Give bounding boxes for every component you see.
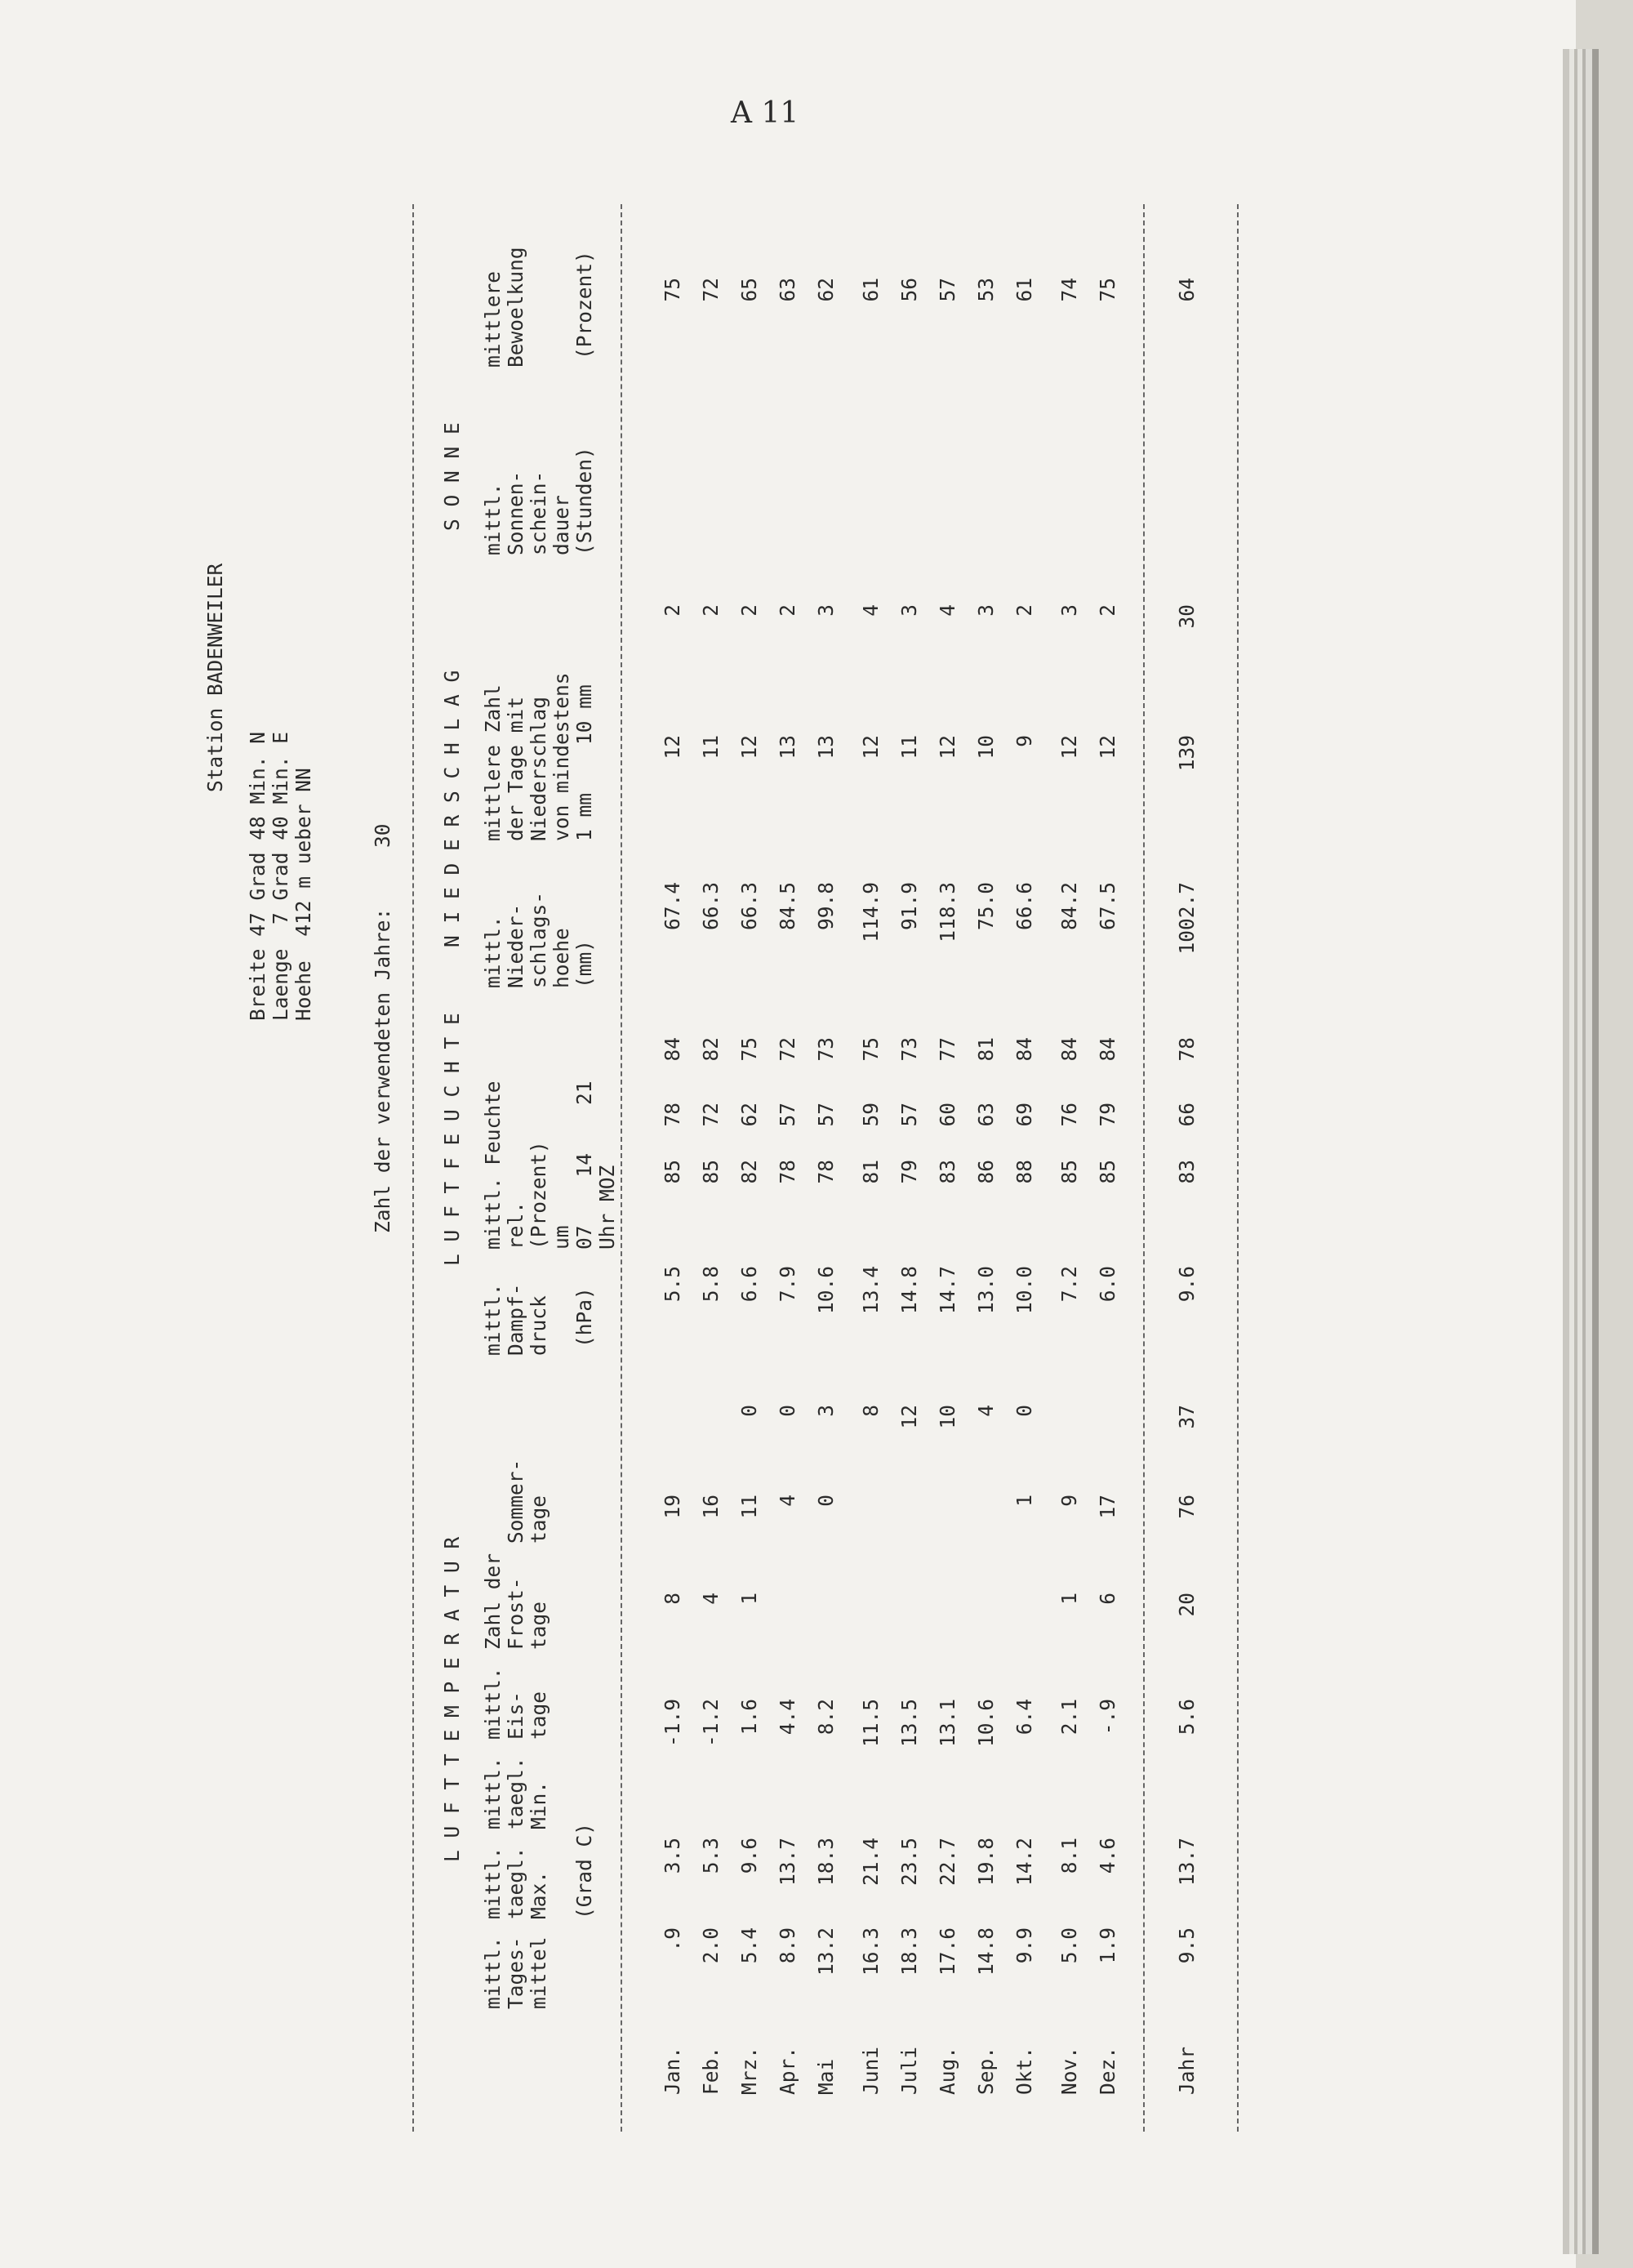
- header-unit-hpa: (hPa): [572, 1287, 596, 1348]
- row-11-wolken: 75: [1096, 278, 1119, 302]
- header-tagesmittel-line-1: Tages-: [504, 1936, 527, 2009]
- row-5-month: Juni: [859, 2046, 883, 2095]
- row-8-rf14: 63: [974, 1103, 998, 1127]
- row-10-min: 2.1: [1057, 1699, 1081, 1736]
- header-zahl-frost-line-1: Frost-: [504, 1577, 527, 1650]
- row-1-frost: 16: [699, 1495, 723, 1519]
- header-niederschlagshoehe-line-2: schlags-: [527, 891, 550, 988]
- row-8-n1: 10: [974, 735, 998, 760]
- header-rel-feuchte-line-4: 07 14 21: [572, 1081, 596, 1250]
- header-max-line-1: taegl.: [504, 1847, 527, 1919]
- station-title: Station BADENWEILER: [203, 563, 227, 792]
- row-2-eis: 1: [737, 1593, 761, 1605]
- header-niederschlagstage-line-1: der Tage mit: [504, 696, 527, 841]
- header-niederschlagshoehe-line-1: Nieder-: [504, 903, 527, 988]
- row-10-eis: 1: [1057, 1593, 1081, 1605]
- year-mittel: 9.5: [1175, 1927, 1199, 1964]
- row-1-wolken: 72: [699, 278, 723, 302]
- row-1-mittel: 2.0: [699, 1927, 723, 1964]
- row-0-dampf: 5.5: [661, 1266, 684, 1303]
- year-wolken: 64: [1175, 278, 1199, 302]
- row-8-dampf: 13.0: [974, 1266, 998, 1315]
- row-8-mittel: 14.8: [974, 1927, 998, 1976]
- header-eistage-line-2: tage: [527, 1691, 550, 1740]
- header-niederschlagstage-line-0: mittlere Zahl: [481, 684, 505, 841]
- row-2-frost: 11: [737, 1495, 761, 1519]
- year-rf07: 83: [1175, 1160, 1199, 1184]
- header-niederschlagstage-line-4: 1 mm 10 mm: [572, 684, 596, 841]
- row-5-sommer: 8: [859, 1405, 883, 1417]
- row-9-rf07: 88: [1012, 1160, 1036, 1184]
- header-max-line-0: mittl.: [481, 1847, 505, 1919]
- row-0-wolken: 75: [661, 278, 684, 302]
- group-lufttemperatur: L U F T T E M P E R A T U R: [440, 1536, 464, 1862]
- row-9-max: 14.2: [1012, 1838, 1036, 1887]
- row-4-min: 8.2: [814, 1699, 838, 1736]
- row-3-nied: 84.5: [776, 882, 799, 931]
- rule-bottom: [1237, 204, 1239, 2132]
- row-4-mittel: 13.2: [814, 1927, 838, 1976]
- row-6-nied: 91.9: [897, 882, 921, 931]
- year-nied: 1002.7: [1175, 882, 1199, 955]
- header-rel-feuchte-line-1: rel.: [504, 1201, 527, 1250]
- row-3-max: 13.7: [776, 1838, 799, 1887]
- year-sommer: 37: [1175, 1405, 1199, 1429]
- header-niederschlagshoehe-line-4: (mm): [572, 939, 596, 988]
- year-n1: 139: [1175, 735, 1199, 772]
- row-10-wolken: 74: [1057, 278, 1081, 302]
- row-5-rf14: 59: [859, 1103, 883, 1127]
- row-0-frost: 19: [661, 1495, 684, 1519]
- row-7-month: Aug.: [936, 2046, 959, 2095]
- row-5-dampf: 13.4: [859, 1266, 883, 1315]
- row-1-rf07: 85: [699, 1160, 723, 1184]
- header-sonnenschein-line-3: dauer: [550, 495, 573, 555]
- row-10-nied: 84.2: [1057, 882, 1081, 931]
- header-unit-temp: (Grad C): [572, 1822, 596, 1919]
- row-8-month: Sep.: [974, 2046, 998, 2095]
- header-dampfdruck-line-0: mittl.: [481, 1283, 505, 1356]
- row-5-n10: 4: [859, 604, 883, 617]
- header-dampfdruck-line-2: druck: [527, 1295, 550, 1356]
- row-7-nied: 118.3: [936, 882, 959, 942]
- row-7-rf07: 83: [936, 1160, 959, 1184]
- row-6-rf14: 57: [897, 1103, 921, 1127]
- page-number: A 11: [731, 96, 799, 130]
- row-3-n1: 13: [776, 735, 799, 760]
- station-altitude: Hoehe 412 m ueber NN: [291, 768, 315, 1021]
- header-eistage-line-1: Eis-: [504, 1691, 527, 1740]
- row-0-max: 3.5: [661, 1838, 684, 1874]
- row-9-n10: 2: [1012, 604, 1036, 617]
- row-10-rf07: 85: [1057, 1160, 1081, 1184]
- header-tagesmittel-line-2: mittel: [527, 1936, 550, 2009]
- row-6-rf21: 73: [897, 1037, 921, 1062]
- rule-top: [412, 204, 414, 2132]
- row-6-wolken: 56: [897, 278, 921, 302]
- row-7-rf14: 60: [936, 1103, 959, 1127]
- year-min: 5.6: [1175, 1699, 1199, 1736]
- row-2-nied: 66.3: [737, 882, 761, 931]
- row-8-min: 10.6: [974, 1699, 998, 1748]
- row-6-n1: 11: [897, 735, 921, 760]
- row-5-rf21: 75: [859, 1037, 883, 1062]
- row-10-max: 8.1: [1057, 1838, 1081, 1874]
- row-0-rf14: 78: [661, 1103, 684, 1127]
- header-sommertage-line-2: tage: [527, 1495, 550, 1544]
- row-6-max: 23.5: [897, 1838, 921, 1887]
- row-6-n10: 3: [897, 604, 921, 617]
- row-7-sommer: 10: [936, 1405, 959, 1429]
- row-4-frost: 0: [814, 1495, 838, 1507]
- header-bewoelkung-line-1: Bewoelkung: [504, 247, 527, 368]
- row-0-nied: 67.4: [661, 882, 684, 931]
- row-8-sommer: 4: [974, 1405, 998, 1417]
- station-latitude: Breite 47 Grad 48 Min. N: [246, 731, 269, 1021]
- row-4-rf07: 78: [814, 1160, 838, 1184]
- row-11-min: -.9: [1096, 1699, 1119, 1736]
- year-eis: 20: [1175, 1593, 1199, 1617]
- row-2-rf14: 62: [737, 1103, 761, 1127]
- row-7-mittel: 17.6: [936, 1927, 959, 1976]
- header-bewoelkung-line-0: mittlere: [481, 270, 505, 368]
- row-6-rf07: 79: [897, 1160, 921, 1184]
- header-dampfdruck-line-1: Dampf-: [504, 1283, 527, 1356]
- year-month: Jahr: [1175, 2046, 1199, 2095]
- header-niederschlagstage-line-2: Niederschlag: [527, 696, 550, 841]
- row-0-rf21: 84: [661, 1037, 684, 1062]
- header-sommertage-line-1: Sommer-: [504, 1459, 527, 1544]
- row-7-n1: 12: [936, 735, 959, 760]
- row-5-rf07: 81: [859, 1160, 883, 1184]
- row-9-sommer: 0: [1012, 1405, 1036, 1417]
- row-10-n1: 12: [1057, 735, 1081, 760]
- header-tagesmittel-line-0: mittl.: [481, 1936, 505, 2009]
- year-max: 13.7: [1175, 1838, 1199, 1887]
- row-7-rf21: 77: [936, 1037, 959, 1062]
- row-10-n10: 3: [1057, 604, 1081, 617]
- row-10-rf21: 84: [1057, 1037, 1081, 1062]
- row-9-nied: 66.6: [1012, 882, 1036, 931]
- row-2-sommer: 0: [737, 1405, 761, 1417]
- row-3-mittel: 8.9: [776, 1927, 799, 1964]
- row-5-n1: 12: [859, 735, 883, 760]
- station-longitude: Laenge 7 Grad 40 Min. E: [269, 731, 292, 1021]
- row-7-wolken: 57: [936, 278, 959, 302]
- row-8-rf21: 81: [974, 1037, 998, 1062]
- row-1-n10: 2: [699, 604, 723, 617]
- row-2-max: 9.6: [737, 1838, 761, 1874]
- header-sonnenschein-line-1: Sonnen-: [504, 470, 527, 555]
- years-used-line: Zahl der verwendeten Jahre: 30: [371, 823, 394, 1233]
- row-10-month: Nov.: [1057, 2046, 1081, 2095]
- header-zahl-frost-line-0: Zahl der: [481, 1553, 505, 1650]
- row-11-month: Dez.: [1096, 2046, 1119, 2095]
- header-niederschlagstage-line-3: von mindestens: [550, 672, 573, 841]
- row-2-min: 1.6: [737, 1699, 761, 1736]
- header-sonnenschein-line-0: mittl.: [481, 483, 505, 555]
- row-11-nied: 67.5: [1096, 882, 1119, 931]
- row-2-n1: 12: [737, 735, 761, 760]
- row-1-n1: 11: [699, 735, 723, 760]
- row-9-n1: 9: [1012, 735, 1036, 747]
- row-10-frost: 9: [1057, 1495, 1081, 1507]
- header-min-line-0: mittl.: [481, 1757, 505, 1829]
- row-6-sommer: 12: [897, 1405, 921, 1429]
- header-niederschlagshoehe-line-0: mittl.: [481, 916, 505, 988]
- row-10-dampf: 7.2: [1057, 1266, 1081, 1303]
- row-11-max: 4.6: [1096, 1838, 1119, 1874]
- row-0-eis: 8: [661, 1593, 684, 1605]
- row-0-n10: 2: [661, 604, 684, 617]
- group-luftfeuchte: L U F T F E U C H T E: [440, 1013, 464, 1266]
- row-4-n10: 3: [814, 604, 838, 617]
- year-rf14: 66: [1175, 1103, 1199, 1127]
- row-9-wolken: 61: [1012, 278, 1036, 302]
- group-niederschlag: N I E D E R S C H L A G: [440, 670, 464, 947]
- header-rel-feuchte-line-0: mittl. Feuchte: [481, 1081, 505, 1250]
- header-max-line-2: Max.: [527, 1870, 550, 1919]
- header-min-line-2: Min.: [527, 1780, 550, 1829]
- header-rel-feuchte-line-3: um: [550, 1225, 573, 1250]
- row-1-rf21: 82: [699, 1037, 723, 1062]
- year-n10: 30: [1175, 604, 1199, 629]
- row-10-mittel: 5.0: [1057, 1927, 1081, 1964]
- row-4-n1: 13: [814, 735, 838, 760]
- row-7-min: 13.1: [936, 1699, 959, 1748]
- row-2-dampf: 6.6: [737, 1266, 761, 1303]
- row-8-wolken: 53: [974, 278, 998, 302]
- year-rf21: 78: [1175, 1037, 1199, 1062]
- row-2-wolken: 65: [737, 278, 761, 302]
- row-7-n10: 4: [936, 604, 959, 617]
- row-3-n10: 2: [776, 604, 799, 617]
- row-1-rf14: 72: [699, 1103, 723, 1127]
- row-1-nied: 66.3: [699, 882, 723, 931]
- row-1-dampf: 5.8: [699, 1266, 723, 1303]
- row-4-wolken: 62: [814, 278, 838, 302]
- year-frost: 76: [1175, 1495, 1199, 1519]
- row-11-rf21: 84: [1096, 1037, 1119, 1062]
- row-3-dampf: 7.9: [776, 1266, 799, 1303]
- row-3-month: Apr.: [776, 2046, 799, 2095]
- row-6-mittel: 18.3: [897, 1927, 921, 1976]
- row-6-dampf: 14.8: [897, 1266, 921, 1315]
- row-0-rf07: 85: [661, 1160, 684, 1184]
- row-6-month: Juli: [897, 2046, 921, 2095]
- row-1-max: 5.3: [699, 1838, 723, 1874]
- row-2-mittel: 5.4: [737, 1927, 761, 1964]
- header-sonnenschein-line-2: schein-: [527, 470, 550, 555]
- row-4-rf14: 57: [814, 1103, 838, 1127]
- row-8-nied: 75.0: [974, 882, 998, 931]
- row-0-n1: 12: [661, 735, 684, 760]
- page-edge: [1563, 49, 1599, 2254]
- row-3-rf07: 78: [776, 1160, 799, 1184]
- row-3-rf14: 57: [776, 1103, 799, 1127]
- row-11-dampf: 6.0: [1096, 1266, 1119, 1303]
- header-min-line-1: taegl.: [504, 1757, 527, 1829]
- row-11-eis: 6: [1096, 1593, 1119, 1605]
- row-0-month: Jan.: [661, 2046, 684, 2095]
- row-4-rf21: 73: [814, 1037, 838, 1062]
- row-11-frost: 17: [1096, 1495, 1119, 1519]
- row-5-wolken: 61: [859, 278, 883, 302]
- row-1-month: Feb.: [699, 2046, 723, 2095]
- row-7-dampf: 14.7: [936, 1266, 959, 1315]
- row-3-frost: 4: [776, 1495, 799, 1507]
- row-9-dampf: 10.0: [1012, 1266, 1036, 1315]
- row-4-max: 18.3: [814, 1838, 838, 1887]
- row-11-n1: 12: [1096, 735, 1119, 760]
- row-7-max: 22.7: [936, 1838, 959, 1887]
- row-9-month: Okt.: [1012, 2046, 1036, 2095]
- row-0-min: -1.9: [661, 1699, 684, 1748]
- row-9-rf14: 69: [1012, 1103, 1036, 1127]
- row-2-month: Mrz.: [737, 2046, 761, 2095]
- row-9-mittel: 9.9: [1012, 1927, 1036, 1964]
- row-5-nied: 114.9: [859, 882, 883, 942]
- header-eistage-line-0: mittl.: [481, 1667, 505, 1740]
- row-1-min: -1.2: [699, 1699, 723, 1748]
- row-10-rf14: 76: [1057, 1103, 1081, 1127]
- row-0-mittel: .9: [661, 1927, 684, 1952]
- row-5-mittel: 16.3: [859, 1927, 883, 1976]
- row-8-rf07: 86: [974, 1160, 998, 1184]
- row-5-min: 11.5: [859, 1699, 883, 1748]
- row-2-rf07: 82: [737, 1160, 761, 1184]
- row-9-frost: 1: [1012, 1495, 1036, 1507]
- rule-header: [621, 204, 622, 2132]
- row-4-dampf: 10.6: [814, 1266, 838, 1315]
- header-zahl-frost-line-2: tage: [527, 1601, 550, 1650]
- header-niederschlagshoehe-line-3: hoehe: [550, 928, 573, 988]
- row-4-nied: 99.8: [814, 882, 838, 931]
- group-sonne: S O N N E: [440, 422, 464, 531]
- row-11-rf14: 79: [1096, 1103, 1119, 1127]
- header-rel-feuchte-line-5: Uhr MOZ: [595, 1165, 619, 1250]
- header-rel-feuchte-line-2: (Prozent): [527, 1141, 550, 1250]
- row-4-month: Mai: [814, 2058, 838, 2095]
- climate-table: [204, 204, 1282, 2132]
- row-11-mittel: 1.9: [1096, 1927, 1119, 1964]
- header-sonnenschein-line-4: (Stunden): [572, 447, 596, 555]
- row-2-rf21: 75: [737, 1037, 761, 1062]
- row-3-min: 4.4: [776, 1699, 799, 1736]
- header-unit-prozent: (Prozent): [572, 251, 596, 359]
- row-11-n10: 2: [1096, 604, 1119, 617]
- row-1-eis: 4: [699, 1593, 723, 1605]
- row-11-rf07: 85: [1096, 1160, 1119, 1184]
- row-2-n10: 2: [737, 604, 761, 617]
- row-3-rf21: 72: [776, 1037, 799, 1062]
- row-3-wolken: 63: [776, 278, 799, 302]
- row-9-rf21: 84: [1012, 1037, 1036, 1062]
- row-6-min: 13.5: [897, 1699, 921, 1748]
- row-8-n10: 3: [974, 604, 998, 617]
- row-9-min: 6.4: [1012, 1699, 1036, 1736]
- row-3-sommer: 0: [776, 1405, 799, 1417]
- row-5-max: 21.4: [859, 1838, 883, 1887]
- row-8-max: 19.8: [974, 1838, 998, 1887]
- rule-before-year: [1143, 204, 1145, 2132]
- year-dampf: 9.6: [1175, 1266, 1199, 1303]
- row-4-sommer: 3: [814, 1405, 838, 1417]
